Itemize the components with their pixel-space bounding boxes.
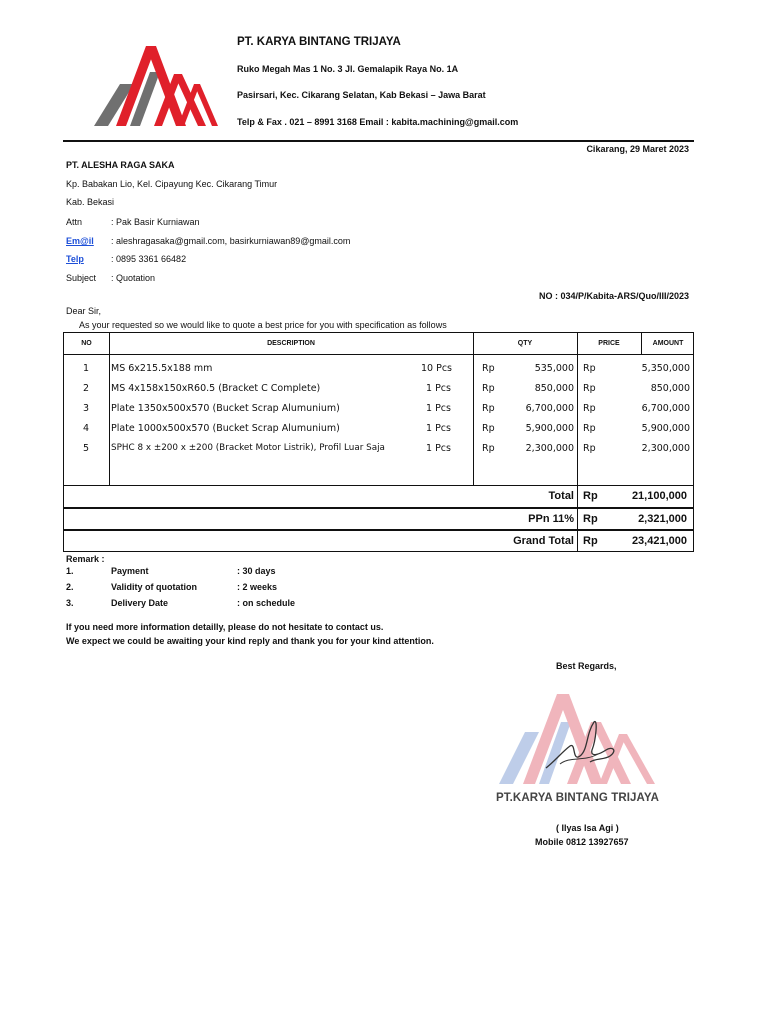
total-currency: Rp	[583, 490, 598, 502]
row-amount: 850,000	[650, 383, 690, 394]
row-amount-currency: Rp	[583, 383, 596, 394]
remark-no: 1.	[66, 566, 74, 576]
recipient-address-2: Kab. Bekasi	[66, 197, 115, 207]
row-qty: 1 Pcs	[426, 383, 451, 394]
best-regards: Best Regards,	[556, 661, 617, 671]
remark-title: Remark :	[66, 554, 105, 564]
company-logo-icon	[94, 44, 218, 126]
company-address-2: Pasirsari, Kec. Cikarang Selatan, Kab Bekasi – Jawa Barat	[237, 90, 486, 100]
closing-line-2: We expect we could be awaiting your kind reply and thank you for your kind attention.	[66, 636, 434, 646]
remark-no: 3.	[66, 598, 74, 608]
total-label: Total	[548, 490, 574, 502]
row-description: SPHC 8 x ±200 x ±200 (Bracket Motor Listrik), Profil Luar Saja	[111, 443, 385, 453]
row-no: 4	[83, 423, 90, 434]
row-amount: 6,700,000	[641, 403, 690, 414]
recipient-name: PT. ALESHA RAGA SAKA	[66, 160, 175, 170]
grand-total-value: 23,421,000	[631, 535, 687, 547]
row-description: MS 6x215.5x188 mm	[111, 363, 213, 374]
col-header-amount: AMOUNT	[652, 340, 684, 347]
header-divider	[63, 140, 694, 142]
row-price: 5,900,000	[525, 423, 574, 434]
row-amount: 5,350,000	[641, 363, 690, 374]
signature-scribble-icon	[540, 716, 620, 776]
row-price-currency: Rp	[482, 363, 495, 374]
row-price: 2,300,000	[525, 443, 574, 454]
row-qty: 1 Pcs	[426, 443, 451, 454]
col-header-no: NO	[81, 340, 92, 347]
row-amount: 5,900,000	[641, 423, 690, 434]
row-qty: 1 Pcs	[426, 423, 451, 434]
grand-total-label: Grand Total	[513, 535, 574, 547]
col-header-description: DESCRIPTION	[267, 340, 315, 347]
company-name: PT. KARYA BINTANG TRIJAYA	[237, 36, 401, 48]
remark-label: Delivery Date	[111, 598, 169, 608]
telp-value: : 0895 3361 66482	[111, 254, 187, 264]
stamp-company-name: PT.KARYA BINTANG TRIJAYA	[496, 792, 660, 804]
ppn-row	[63, 508, 694, 530]
remark-value: : 30 days	[237, 566, 276, 576]
row-amount: 2,300,000	[641, 443, 690, 454]
row-price: 850,000	[534, 383, 574, 394]
remark-value: : on schedule	[237, 598, 296, 608]
row-price-currency: Rp	[482, 383, 495, 394]
row-price-currency: Rp	[482, 443, 495, 454]
row-price-currency: Rp	[482, 403, 495, 414]
row-qty: 10 Pcs	[421, 363, 453, 374]
row-amount-currency: Rp	[583, 423, 596, 434]
row-description: Plate 1350x500x570 (Bucket Scrap Alumunium)	[111, 403, 340, 414]
row-amount-currency: Rp	[583, 403, 596, 414]
total-row	[63, 486, 694, 508]
col-header-price: PRICE	[598, 340, 620, 347]
remark-no: 2.	[66, 582, 74, 592]
email-label-link[interactable]: Em@il	[66, 236, 94, 246]
row-price: 6,700,000	[525, 403, 574, 414]
telp-label-link[interactable]: Telp	[66, 254, 84, 264]
row-qty: 1 Pcs	[426, 403, 451, 414]
grand-total-currency: Rp	[583, 535, 598, 547]
row-description: MS 4x158x150xR60.5 (Bracket C Complete)	[111, 383, 321, 394]
letter-date: Cikarang, 29 Maret 2023	[586, 144, 689, 154]
items-table	[63, 332, 694, 486]
row-price-currency: Rp	[482, 423, 495, 434]
signer-mobile: Mobile 0812 13927657	[535, 837, 629, 847]
ppn-value: 2,321,000	[638, 513, 687, 525]
ppn-label: PPn 11%	[528, 513, 574, 525]
row-amount-currency: Rp	[583, 443, 596, 454]
row-no: 1	[83, 363, 90, 374]
subject-value: : Quotation	[111, 273, 156, 283]
col-header-qty: QTY	[517, 340, 533, 347]
signer-name: ( Ilyas Isa Agi )	[556, 823, 619, 833]
company-contact: Telp & Fax . 021 – 8991 3168 Email : kabita.machining@gmail.com	[237, 117, 519, 127]
total-value: 21,100,000	[631, 490, 687, 502]
attn-label: Attn	[66, 217, 83, 227]
intro-text: As your requested so we would like to quote a best price for you with specification as follows	[79, 320, 447, 330]
email-value: : aleshragasaka@gmail.com, basirkurniawan89@gmail.com	[111, 236, 351, 246]
quotation-number: NO : 034/P/Kabita-ARS/Quo/III/2023	[538, 291, 689, 301]
ppn-currency: Rp	[583, 513, 598, 525]
row-price: 535,000	[534, 363, 574, 374]
row-no: 2	[83, 383, 90, 394]
subject-label: Subject	[66, 273, 97, 283]
attn-value: : Pak Basir Kurniawan	[111, 217, 200, 227]
remark-label: Payment	[111, 566, 149, 576]
row-no: 3	[83, 403, 90, 414]
closing-line-1: If you need more information detailly, please do not hesitate to contact us.	[66, 622, 384, 632]
remark-label: Validity of quotation	[111, 582, 197, 592]
row-no: 5	[83, 443, 90, 454]
row-amount-currency: Rp	[583, 363, 596, 374]
greeting: Dear Sir,	[66, 306, 102, 316]
row-description: Plate 1000x500x570 (Bucket Scrap Alumunium)	[111, 423, 340, 434]
recipient-address-1: Kp. Babakan Lio, Kel. Cipayung Kec. Cikarang Timur	[66, 179, 278, 189]
grand-total-row	[63, 530, 694, 552]
company-address-1: Ruko Megah Mas 1 No. 3 Jl. Gemalapik Raya No. 1A	[237, 64, 459, 74]
remark-value: : 2 weeks	[237, 582, 278, 592]
